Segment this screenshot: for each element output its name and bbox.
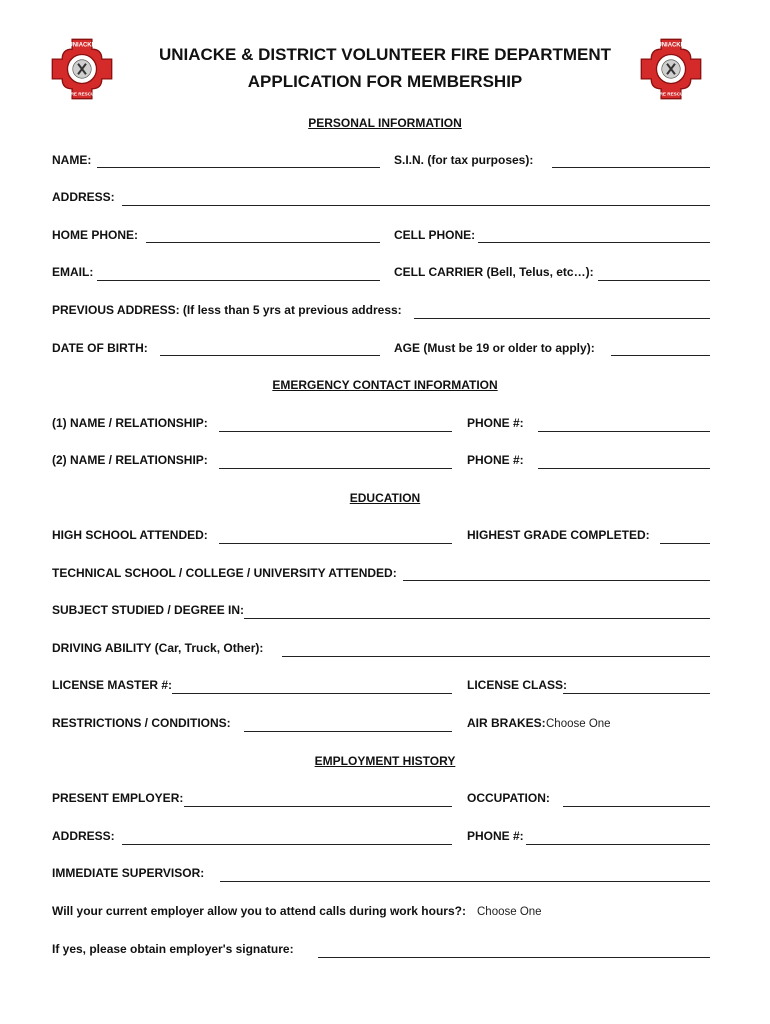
previous-address-label: PREVIOUS ADDRESS: (If less than 5 yrs at previous address: xyxy=(52,303,402,317)
svg-text:UNIACKE: UNIACKE xyxy=(657,42,685,49)
employer-signature-label: If yes, please obtain employer's signature: xyxy=(52,942,294,956)
restrictions-label: RESTRICTIONS / CONDITIONS: xyxy=(52,716,231,730)
subject-studied-label: SUBJECT STUDIED / DEGREE IN: xyxy=(52,603,245,617)
present-employer-field[interactable] xyxy=(184,806,452,807)
name-field[interactable] xyxy=(97,167,380,168)
high-school-field[interactable] xyxy=(219,543,452,544)
occupation-field[interactable] xyxy=(563,806,710,807)
contact2-phone-field[interactable] xyxy=(538,468,710,469)
previous-address-field[interactable] xyxy=(414,318,710,319)
svg-text:UNIACKE: UNIACKE xyxy=(68,42,96,49)
svg-text:FIRE RESCUE: FIRE RESCUE xyxy=(655,91,687,97)
sin-field[interactable] xyxy=(552,167,710,168)
cell-carrier-field[interactable] xyxy=(598,280,710,281)
highest-grade-field[interactable] xyxy=(660,543,710,544)
highest-grade-label: HIGHEST GRADE COMPLETED: xyxy=(467,528,650,542)
employer-address-field[interactable] xyxy=(122,844,452,845)
employer-allow-label: Will your current employer allow you to attend calls during work hours?: xyxy=(52,904,466,918)
address-field[interactable] xyxy=(122,205,710,206)
license-class-label: LICENSE CLASS: xyxy=(467,678,568,692)
employer-phone-label: PHONE #: xyxy=(467,829,524,843)
air-brakes-label: AIR BRAKES: xyxy=(467,716,546,730)
license-master-label: LICENSE MASTER #: xyxy=(52,678,173,692)
employer-signature-field[interactable] xyxy=(318,957,710,958)
employer-allow-select[interactable]: Choose One xyxy=(477,906,542,918)
dob-label: DATE OF BIRTH: xyxy=(52,341,148,355)
present-employer-label: PRESENT EMPLOYER: xyxy=(52,791,184,805)
driving-ability-label: DRIVING ABILITY (Car, Truck, Other): xyxy=(52,641,264,655)
contact1-phone-field[interactable] xyxy=(538,431,710,432)
cell-phone-label: CELL PHONE: xyxy=(394,228,476,242)
contact1-field[interactable] xyxy=(219,431,452,432)
contact2-field[interactable] xyxy=(219,468,452,469)
age-label: AGE (Must be 19 or older to apply): xyxy=(394,341,595,355)
contact1-label: (1) NAME / RELATIONSHIP: xyxy=(52,416,208,430)
license-master-field[interactable] xyxy=(172,693,452,694)
home-phone-label: HOME PHONE: xyxy=(52,228,139,242)
section-emergency-contact: EMERGENCY CONTACT INFORMATION xyxy=(272,378,498,392)
dob-field[interactable] xyxy=(160,355,380,356)
subject-studied-field[interactable] xyxy=(244,618,710,619)
cell-phone-field[interactable] xyxy=(478,242,710,243)
supervisor-label: IMMEDIATE SUPERVISOR: xyxy=(52,866,205,880)
contact2-phone-label: PHONE #: xyxy=(467,453,524,467)
employer-phone-field[interactable] xyxy=(526,844,710,845)
high-school-label: HIGH SCHOOL ATTENDED: xyxy=(52,528,208,542)
cell-carrier-label: CELL CARRIER (Bell, Telus, etc…): xyxy=(394,265,594,279)
age-field[interactable] xyxy=(611,355,710,356)
technical-school-label: TECHNICAL SCHOOL / COLLEGE / UNIVERSITY ATTENDED: xyxy=(52,566,397,580)
form-title: UNIACKE & DISTRICT VOLUNTEER FIRE DEPARTMENT xyxy=(158,45,612,64)
form-subtitle: APPLICATION FOR MEMBERSHIP xyxy=(247,72,523,91)
sin-label: S.I.N. (for tax purposes): xyxy=(394,153,534,167)
email-label: EMAIL: xyxy=(52,265,94,279)
air-brakes-select[interactable]: Choose One xyxy=(546,718,611,730)
technical-school-field[interactable] xyxy=(403,580,710,581)
section-education: EDUCATION xyxy=(349,491,421,505)
section-personal-information: PERSONAL INFORMATION xyxy=(308,116,462,130)
home-phone-field[interactable] xyxy=(146,242,380,243)
svg-text:FIRE RESCUE: FIRE RESCUE xyxy=(66,91,98,97)
driving-ability-field[interactable] xyxy=(282,656,710,657)
contact2-label: (2) NAME / RELATIONSHIP: xyxy=(52,453,208,467)
name-label: NAME: xyxy=(52,153,92,167)
restrictions-field[interactable] xyxy=(244,731,452,732)
occupation-label: OCCUPATION: xyxy=(467,791,550,805)
license-class-field[interactable] xyxy=(563,693,710,694)
supervisor-field[interactable] xyxy=(220,881,710,882)
section-employment-history: EMPLOYMENT HISTORY xyxy=(314,754,456,768)
email-field[interactable] xyxy=(97,280,380,281)
employer-address-label: ADDRESS: xyxy=(52,829,115,843)
address-label: ADDRESS: xyxy=(52,190,115,204)
contact1-phone-label: PHONE #: xyxy=(467,416,524,430)
